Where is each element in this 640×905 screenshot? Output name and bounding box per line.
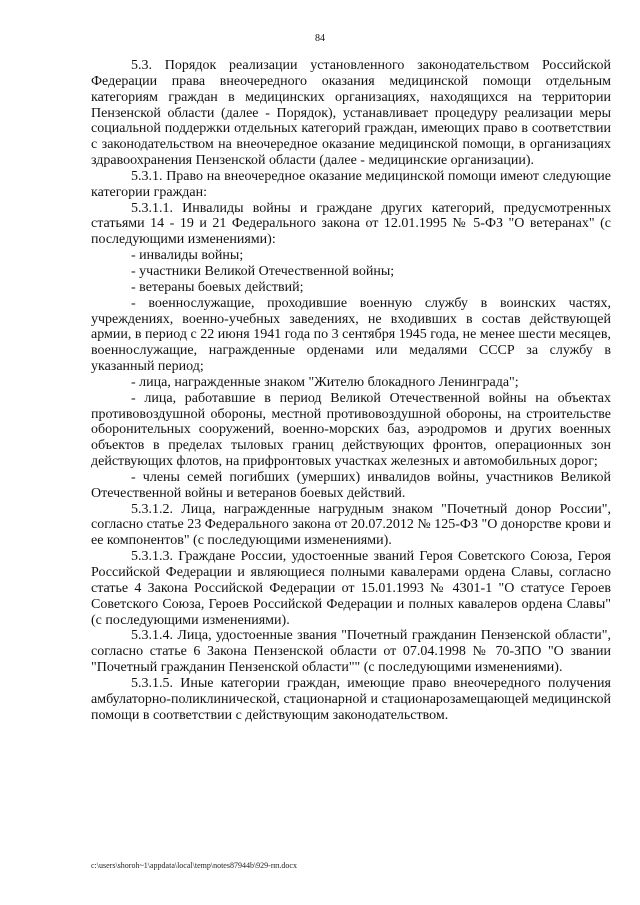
- paragraph: 5.3. Порядок реализации установленного законодательством Российской Федерации права внеочередного оказания медицинской помощи отдельным категориям граждан в медицинских организациях, находящихся на территории Пензенской области (далее - Порядок), устанавливает процедуру реализации меры социальной поддержки отдельных категорий граждан, имеющих право в соответствии с законодательством на внеочередное оказание медицинской помощи, в организациях здравоохранения Пензенской области (далее - медицинские организации).: [91, 58, 611, 169]
- paragraph: - лица, награжденные знаком "Жителю блокадного Ленинграда";: [131, 374, 519, 390]
- paragraph: - ветераны боевых действий;: [131, 279, 304, 295]
- paragraph: 5.3.1.3. Граждане России, удостоенные званий Героя Советского Союза, Героя Российской Федерации и являющиеся полными кавалерами ордена Славы, согласно статье 4 Закона Российской Федерации от 15.01.1993 № 4301-1 "О статусе Героев Советского Союза, Героев Российской Федерации и полных кавалеров ордена Славы" (с последующими изменениями).: [91, 549, 611, 628]
- paragraph: - лица, работавшие в период Великой Отечественной войны на объектах противовоздушной обороны, местной противовоздушной обороны, на строительстве оборонительных сооружений, военно-морских баз, аэродромов и других военных объектов в пределах тыловых границ действующих фронтов, операционных зон действующих флотов, на прифронтовых участках железных и автомобильных дорог;: [91, 390, 611, 470]
- paragraph: - военнослужащие, проходившие военную службу в воинских частях, учреждениях, военно-учебных заведениях, не входивших в состав действующей армии, в период с 22 июня 1941 года по 3 сентября 1945 года, не менее шести месяцев, военнослужащие, награжденные орденами или медалями СССР за службу в указанный период;: [91, 295, 611, 375]
- document-body: [91, 58, 611, 723]
- page-number: 84: [315, 33, 325, 44]
- paragraph: 5.3.1.5. Иные категории граждан, имеющие право внеочередного получения амбулаторно-поликлинической, стационарной и стационарозамещающей медицинской помощи в соответствии с действующим законодательством.: [91, 675, 611, 723]
- paragraph: - члены семей погибших (умерших) инвалидов войны, участников Великой Отечественной войны и ветеранов боевых действий.: [91, 469, 611, 501]
- paragraph: - инвалиды войны;: [131, 248, 244, 264]
- paragraph: 5.3.1.2. Лица, награжденные нагрудным знаком "Почетный донор России", согласно статье 23 Федерального закона от 20.07.2012 № 125-ФЗ "О донорстве крови и ее компонентов" (с последующими изменениями).: [91, 501, 611, 549]
- footer-file-path: c:\users\shoroh~1\appdata\local\temp\notes87944b\929-пп.docx: [91, 861, 297, 870]
- paragraph: 5.3.1. Право на внеочередное оказание медицинской помощи имеют следующие категории граждан:: [91, 168, 611, 200]
- paragraph: 5.3.1.1. Инвалиды войны и граждане других категорий, предусмотренных статьями 14 - 19 и 21 Федерального закона от 12.01.1995 № 5-ФЗ "О ветеранах" (с последующими изменениями):: [91, 200, 611, 248]
- paragraph: - участники Великой Отечественной войны;: [131, 263, 395, 279]
- paragraph: 5.3.1.4. Лица, удостоенные звания "Почетный гражданин Пензенской области", согласно статье 6 Закона Пензенской области от 07.04.1998 № 70-ЗПО "О звании "Почетный гражданин Пензенской области"" (с последующими изменениями).: [91, 628, 611, 676]
